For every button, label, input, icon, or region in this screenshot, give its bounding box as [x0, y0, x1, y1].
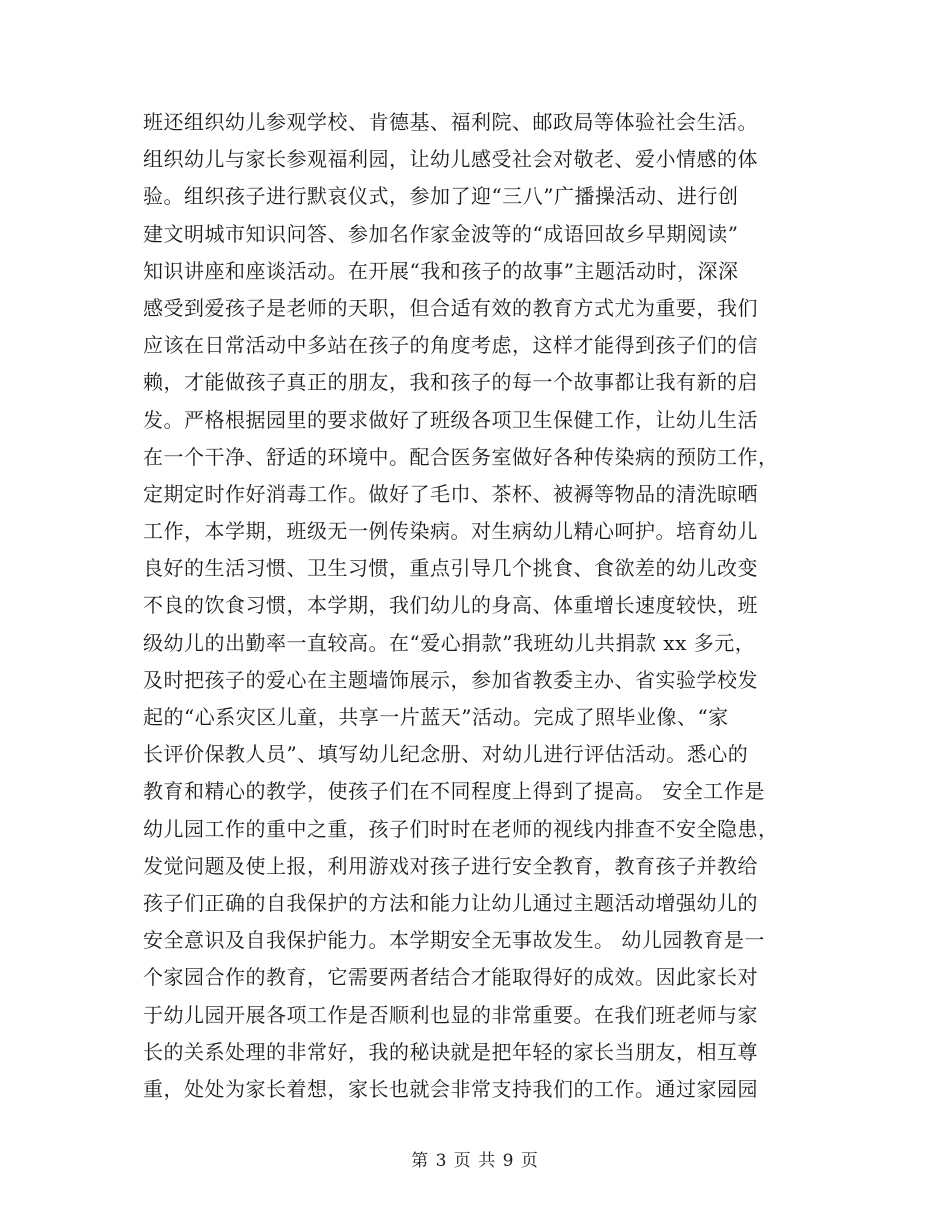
body-text	[143, 104, 808, 1108]
text-line: 建文明城市知识问答、参加名作家金波等的“成语回故乡早期阅读”	[143, 221, 739, 246]
text-line: 安全意识及自我保护能力。本学期安全无事故发生。 幼儿园教育是一	[143, 928, 765, 953]
text-line: 级幼儿的出勤率一直较高。在“爱心捐款”我班幼儿共捐款 xx 多元，	[143, 630, 756, 655]
text-line: 个家园合作的教育，它需要两者结合才能取得好的成效。因此家长对	[143, 965, 758, 990]
text-line: 定期定时作好消毒工作。做好了毛巾、茶杯、被褥等物品的清洗晾晒	[143, 481, 758, 506]
text-line: 在一个干净、舒适的环境中。配合医务室做好各种传染病的预防工作，	[143, 444, 779, 469]
text-line: 工作，本学期，班级无一例传染病。对生病幼儿精心呵护。培育幼儿	[143, 519, 758, 544]
text-line: 孩子们正确的自我保护的方法和能力让幼儿通过主题活动增强幼儿的	[143, 890, 758, 915]
text-line: 验。组织孩子进行默哀仪式，参加了迎“三八”广播操活动、进行创	[143, 184, 739, 209]
text-line: 发。严格根据园里的要求做好了班级各项卫生保健工作，让幼儿生活	[143, 407, 758, 432]
text-line: 组织幼儿与家长参观福利园，让幼儿感受社会对敬老、爱小情感的体	[143, 147, 758, 172]
text-line: 感受到爱孩子是老师的天职，但合适有效的教育方式尤为重要，我们	[143, 295, 758, 320]
text-line: 良好的生活习惯、卫生习惯，重点引导几个挑食、食欲差的幼儿改变	[143, 556, 758, 581]
text-line: 长评价保教人员”、填写幼儿纪念册、对幼儿进行评估活动。悉心的	[143, 742, 749, 767]
text-line: 赖，才能做孩子真正的朋友，我和孩子的每一个故事都让我有新的启	[143, 370, 758, 395]
text-line: 班还组织幼儿参观学校、肯德基、福利院、邮政局等体验社会生活。	[143, 110, 758, 134]
text-line: 起的“心系灾区儿童，共享一片蓝天”活动。完成了照毕业像、“家	[143, 705, 729, 729]
text-line: 应该在日常活动中多站在孩子的角度考虑，这样才能得到孩子们的信	[143, 333, 758, 358]
page-number-footer: 第 3 页 共 9 页	[411, 1151, 539, 1171]
text-line: 知识讲座和座谈活动。在开展“我和孩子的故事”主题活动时，深深	[143, 258, 739, 283]
text-line: 幼儿园工作的重中之重，孩子们时时在老师的视线内排查不安全隐患，	[143, 816, 779, 841]
text-line: 长的关系处理的非常好，我的秘诀就是把年轻的家长当朋友，相互尊	[143, 1039, 758, 1064]
text-line: 重，处处为家长着想，家长也就会非常支持我们的工作。通过家园园	[143, 1076, 758, 1101]
text-line: 发觉问题及使上报，利用游戏对孩子进行安全教育，教育孩子并教给	[143, 853, 758, 878]
text-line: 教育和精心的教学，使孩子们在不同程度上得到了提高。 安全工作是	[143, 779, 765, 804]
text-line: 及时把孩子的爱心在主题墙饰展示，参加省教委主办、省实验学校发	[143, 667, 758, 692]
text-line: 于幼儿园开展各项工作是否顺利也显的非常重要。在我们班老师与家	[143, 1002, 758, 1027]
text-line: 不良的饮食习惯，本学期，我们幼儿的身高、体重增长速度较快，班	[143, 593, 758, 618]
